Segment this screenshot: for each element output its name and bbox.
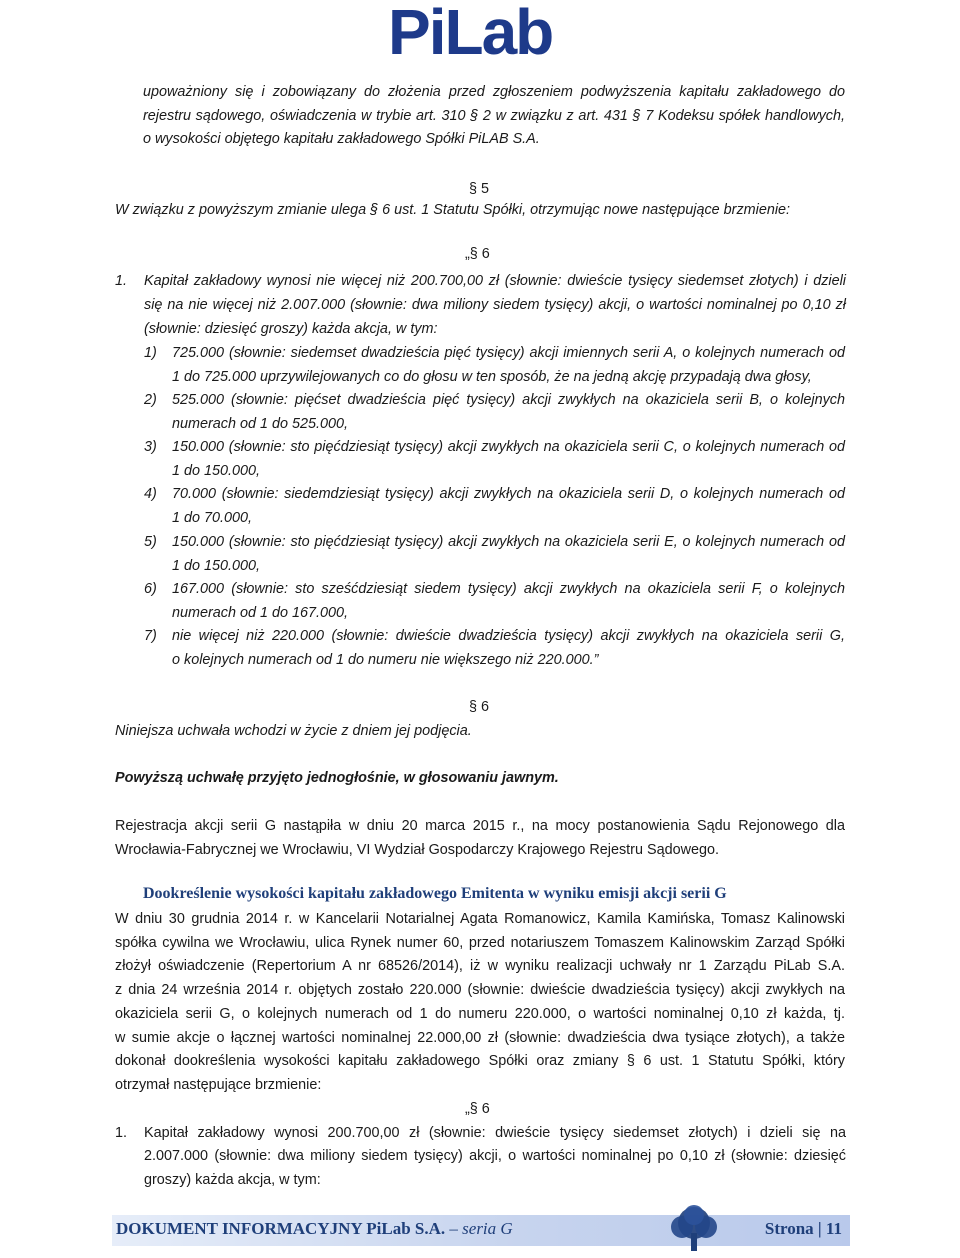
section-heading: Dookreślenie wysokości kapitału zakładowego Emitenta w wyniku emisji akcji serii G (143, 885, 727, 902)
section-5-label: § 5 (469, 181, 490, 197)
item-line: 70.000 (słownie: siedemdziesiąt tysięcy) akcji zwykłych na okaziciela serii D, o kolejnych numerach od (172, 486, 845, 502)
section-6-quote-label: „§ 6 (465, 246, 490, 262)
registration-line-2: Wrocławia-Fabrycznej we Wrocławiu, VI Wydział Gospodarczy Krajowego Rejestru Sądowego. (115, 842, 719, 858)
body-line-6: w sumie akcje o łącznej wartości nominalnej 22.000,00 zł (słownie: dwadzieścia dwa tysiące złotych), a także (115, 1030, 845, 1046)
footer-title-bold: DOKUMENT INFORMACYJNY PiLab S.A. (116, 1219, 446, 1238)
body-line-3: złożył oświadczenie (Repertorium A nr 68526/2014), iż w wyniku realizacji uchwały nr 1 Zarządu PiLab S.A. (115, 958, 845, 974)
page-footer (112, 1215, 850, 1246)
item-number: 1) (144, 345, 157, 361)
final-line-1: Kapitał zakładowy wynosi 200.700,00 zł (słownie: dwieście tysięcy siedemset złotych) i dzieli się na (144, 1125, 846, 1141)
item-line: 1 do 150.000, (172, 463, 261, 479)
item-line: 525.000 (słownie: pięćset dwadzieścia pięć tysięcy) akcji zwykłych na okaziciela serii B, o kolejnych (172, 392, 845, 408)
item-number: 7) (144, 628, 157, 644)
body-line-1: W dniu 30 grudnia 2014 r. w Kancelarii Notarialnej Agata Romanowicz, Kamila Kamińska, Tomasz Kalinowski (115, 911, 845, 927)
tree-logo-icon (664, 1203, 724, 1253)
body-line-4: z dnia 24 września 2014 r. objętych zostało 220.000 (słownie: dwieście dwadzieścia tysięcy) akcji zwykłych na (115, 982, 845, 998)
logo-text: PiLab (388, 0, 553, 68)
final-line-3: groszy) każda akcja, w tym: (144, 1172, 321, 1188)
item-line: nie więcej niż 220.000 (słownie: dwieście dwadzieścia tysięcy) akcji zwykłych na okaziciela serii G, (172, 628, 845, 644)
body-line-5: okaziciela serii G, o kolejnych numerach od 1 do numeru 220.000, o wartości nominalnej 0,10 zł każda, tj. (115, 1006, 845, 1022)
body-line-2: spółka cywilna we Wrocławiu, ulica Rynek numer 60, przed notariuszem Tomaszem Kalinowskim Zarząd Spółki (115, 935, 845, 951)
pilab-logo (388, 2, 578, 70)
item-line: 1 do 725.000 uprzywilejowanych co do głosu w ten sposób, że na jedną akcję przypadają dwa głosy, (172, 369, 812, 385)
item-number: 5) (144, 534, 157, 550)
body-line-7: dokonał dookreślenia wysokości kapitału zakładowego Spółki oraz zmiany § 6 ust. 1 Statutu Spółki, który (115, 1053, 845, 1069)
intro-line-1: upoważniony się i zobowiązany do złożenia przed zgłoszeniem podwyższenia kapitału zakładowego do (143, 84, 845, 100)
section-5-text: W związku z powyższym zmianie ulega § 6 ust. 1 Statutu Spółki, otrzymując nowe następujące brzmienie: (115, 202, 791, 218)
body-line-8: otrzymał następujące brzmienie: (115, 1077, 322, 1093)
item-number: 3) (144, 439, 157, 455)
item-line: 150.000 (słownie: sto pięćdziesiąt tysięcy) akcji zwykłych na okaziciela serii E, o kolejnych numerach od (172, 534, 845, 550)
item-number: 4) (144, 486, 157, 502)
paragraph-1-line-1: Kapitał zakładowy wynosi nie więcej niż 200.700,00 zł (słownie: dwieście tysięcy siedemset złotych) i dzieli (144, 273, 846, 289)
footer-title-series: – seria G (445, 1219, 513, 1238)
item-number: 6) (144, 581, 157, 597)
adopted-statement: Powyższą uchwałę przyjęto jednogłośnie, w głosowaniu jawnym. (115, 770, 559, 786)
item-number: 2) (144, 392, 157, 408)
final-line-2: 2.007.000 (słownie: dwa miliony siedem tysięcy) akcji, o wartości nominalnej po 0,10 zł (słownie: dziesięć (144, 1148, 846, 1164)
paragraph-1-line-2: się na nie więcej niż 2.007.000 (słownie: dwa miliony siedem tysięcy) akcji, o wartości nominalnej po 0,10 zł (144, 297, 846, 313)
registration-line-1: Rejestracja akcji serii G nastąpiła w dniu 20 marca 2015 r., na mocy postanowienia Sądu Rejonowego dla (115, 818, 845, 834)
effective-date-text: Niniejsza uchwała wchodzi w życie z dniem jej podjęcia. (115, 723, 472, 739)
item-line: 150.000 (słownie: sto pięćdziesiąt tysięcy) akcji zwykłych na okaziciela serii C, o kolejnych numerach od (172, 439, 845, 455)
item-line: 725.000 (słownie: siedemset dwadzieścia pięć tysięcy) akcji imiennych serii A, o kolejnych numerach od (172, 345, 845, 361)
item-line: 1 do 70.000, (172, 510, 253, 526)
paragraph-1-number: 1. (115, 273, 128, 289)
item-line: 167.000 (słownie: sto sześćdziesiąt siedem tysięcy) akcji zwykłych na okaziciela serii F, o kolejnych (172, 581, 845, 597)
section-6-quote-label-2: „§ 6 (465, 1101, 490, 1117)
final-paragraph-number: 1. (115, 1125, 128, 1141)
item-line: 1 do 150.000, (172, 558, 261, 574)
intro-line-2: rejestru sądowego, oświadczenia w trybie art. 310 § 2 w związku z art. 431 § 7 Kodeksu spółek handlowych, (143, 108, 845, 124)
section-6-label: § 6 (469, 699, 490, 715)
footer-document-title (116, 1219, 513, 1239)
item-line: numerach od 1 do 167.000, (172, 605, 349, 621)
paragraph-1-line-3: (słownie: dziesięć groszy) każda akcja, w tym: (144, 321, 438, 337)
item-line: numerach od 1 do 525.000, (172, 416, 349, 432)
intro-line-3: o wysokości objętego kapitału zakładowego Spółki PiLAB S.A. (143, 131, 540, 147)
item-line: o kolejnych numerach od 1 do numeru nie większego niż 220.000.” (172, 652, 599, 668)
footer-page-number: Strona | 11 (764, 1219, 842, 1238)
